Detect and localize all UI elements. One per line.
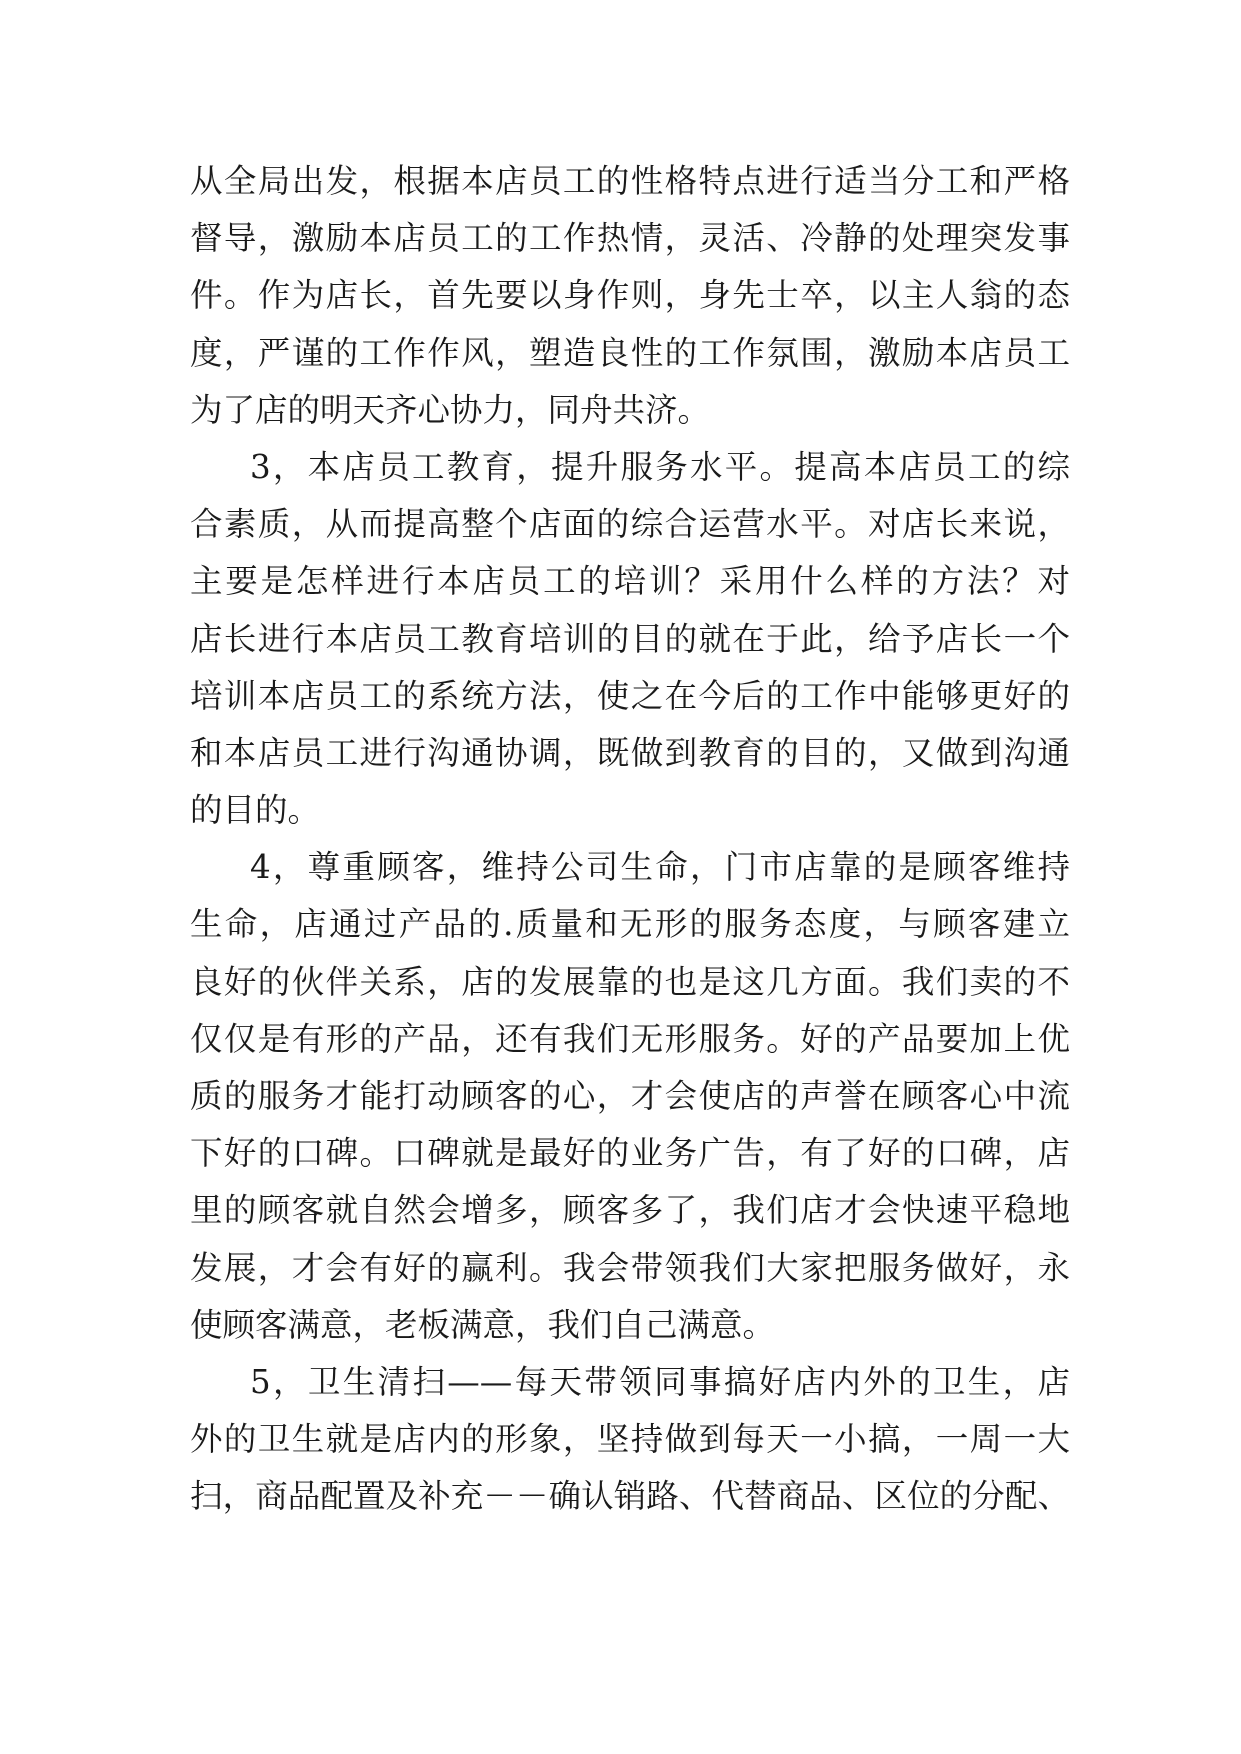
text-line: 4，尊重顾客，维持公司生命，门市店靠的是顾客维持 [250,848,1070,887]
text-line: 从全局出发，根据本店员工的性格特点进行适当分工和严格 [190,162,1070,200]
text-line: 外的卫生就是店内的形象，坚持做到每天一小搞，一周一大 [190,1420,1070,1459]
paragraph [190,839,1070,1354]
text-line: 使顾客满意，老板满意，我们自己满意。 [190,1305,776,1344]
text-line: 度，严谨的工作作风，塑造良性的工作氛围，激励本店员工 [190,333,1070,372]
text-line: 仅仅是有形的产品，还有我们无形服务。好的产品要加上优 [190,1019,1070,1058]
text-line: 主要是怎样进行本店员工的培训？采用什么样的方法？对 [190,562,1070,601]
text-line: 生命，店通过产品的.质量和无形的服务态度，与顾客建立 [190,905,1070,944]
text-line: 培训本店员工的系统方法，使之在今后的工作中能够更好的 [190,676,1070,715]
text-line: 扫，商品配置及补充－－确认销路、代替商品、区位的分配、 [190,1477,1070,1516]
text-line: 件。作为店长，首先要以身作则，身先士卒，以主人翁的态 [190,276,1070,315]
text-line: 5，卫生清扫——每天带领同事搞好店内外的卫生，店 [250,1362,1070,1401]
text-line: 为了店的明天齐心协力，同舟共济。 [190,390,711,429]
paragraph [190,153,1070,439]
paragraph [190,1354,1070,1526]
document-body [190,153,1070,1526]
text-line: 下好的口碑。口碑就是最好的业务广告，有了好的口碑，店 [190,1134,1070,1173]
text-line: 质的服务才能打动顾客的心，才会使店的声誉在顾客心中流 [190,1077,1070,1115]
text-line: 店长进行本店员工教育培训的目的就在于此，给予店长一个 [190,619,1070,658]
text-line: 3，本店员工教育，提升服务水平。提高本店员工的综 [250,447,1070,486]
text-line: 良好的伙伴关系，店的发展靠的也是这几方面。我们卖的不 [190,962,1070,1001]
paragraph [190,439,1070,839]
text-line: 合素质，从而提高整个店面的综合运营水平。对店长来说， [190,505,1070,544]
text-line: 发展，才会有好的赢利。我会带领我们大家把服务做好，永 [190,1248,1070,1287]
text-line: 和本店员工进行沟通协调，既做到教育的目的，又做到沟通 [190,733,1070,772]
text-line: 里的顾客就自然会增多，顾客多了，我们店才会快速平稳地 [190,1191,1070,1230]
text-line: 督导，激励本店员工的工作热情，灵活、冷静的处理突发事 [190,219,1070,258]
text-line: 的目的。 [190,791,321,830]
